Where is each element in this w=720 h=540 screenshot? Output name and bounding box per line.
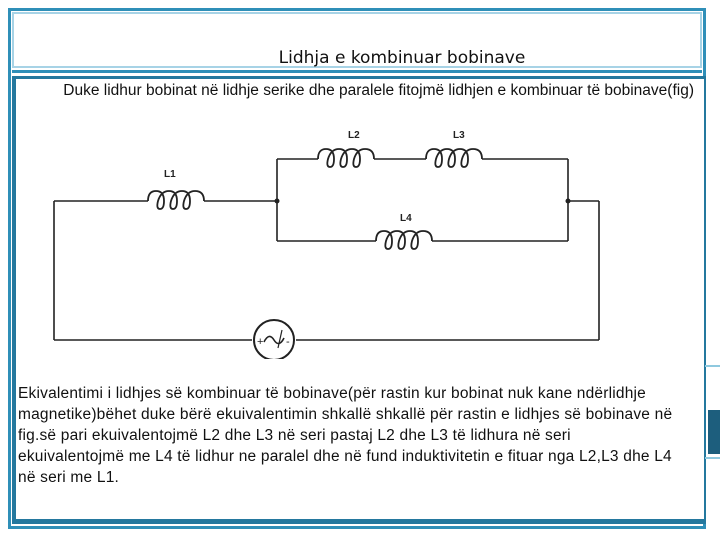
source-minus-sign: - (286, 336, 290, 348)
inductor-l4 (376, 231, 432, 249)
node-right (566, 199, 571, 204)
circuit-diagram (16, 129, 704, 359)
title-divider (12, 70, 702, 73)
side-decoration (705, 457, 720, 459)
label-l4: L4 (400, 213, 412, 224)
label-l1: L1 (164, 169, 176, 180)
slide-title: Lidhja e kombinuar bobinave (278, 48, 526, 68)
source-plus-sign: + (257, 336, 264, 348)
inductor-l1 (148, 191, 204, 209)
label-l2: L2 (348, 130, 360, 141)
label-l3: L3 (453, 130, 465, 141)
intro-text: Duke lidhur bobinat në lidhje serike dhe paralele fitojmë lidhjen e kombinuar të bobinave(fig) (63, 82, 694, 99)
side-decoration (705, 365, 720, 367)
content-area (16, 79, 704, 519)
node-left (275, 199, 280, 204)
ac-wave-icon (264, 336, 284, 343)
explanation-paragraph: Ekivalentimi i lidhjes së kombinuar të bobinave(për rastin kur bobinat nuk kane ndërlidhje magnetike)bëhet duke bërë ekuivalentimin shkallë shkallë për rastin e lidhjes së bobinave në fig.së pari ekuivalentojmë L2 dhe L3 në seri pastaj L2 dhe L3 të lidhura në seri ekuivalentojmë me L4 të lidhur ne paralel dhe në fund induktivitetin e fituar nga L2,L3 dhe L4 në seri me L1. (18, 385, 673, 486)
inductor-l2 (318, 149, 374, 167)
inductor-l3 (426, 149, 482, 167)
title-box (12, 12, 702, 68)
side-decoration-block (708, 410, 720, 454)
ac-source-arrow (278, 330, 282, 348)
